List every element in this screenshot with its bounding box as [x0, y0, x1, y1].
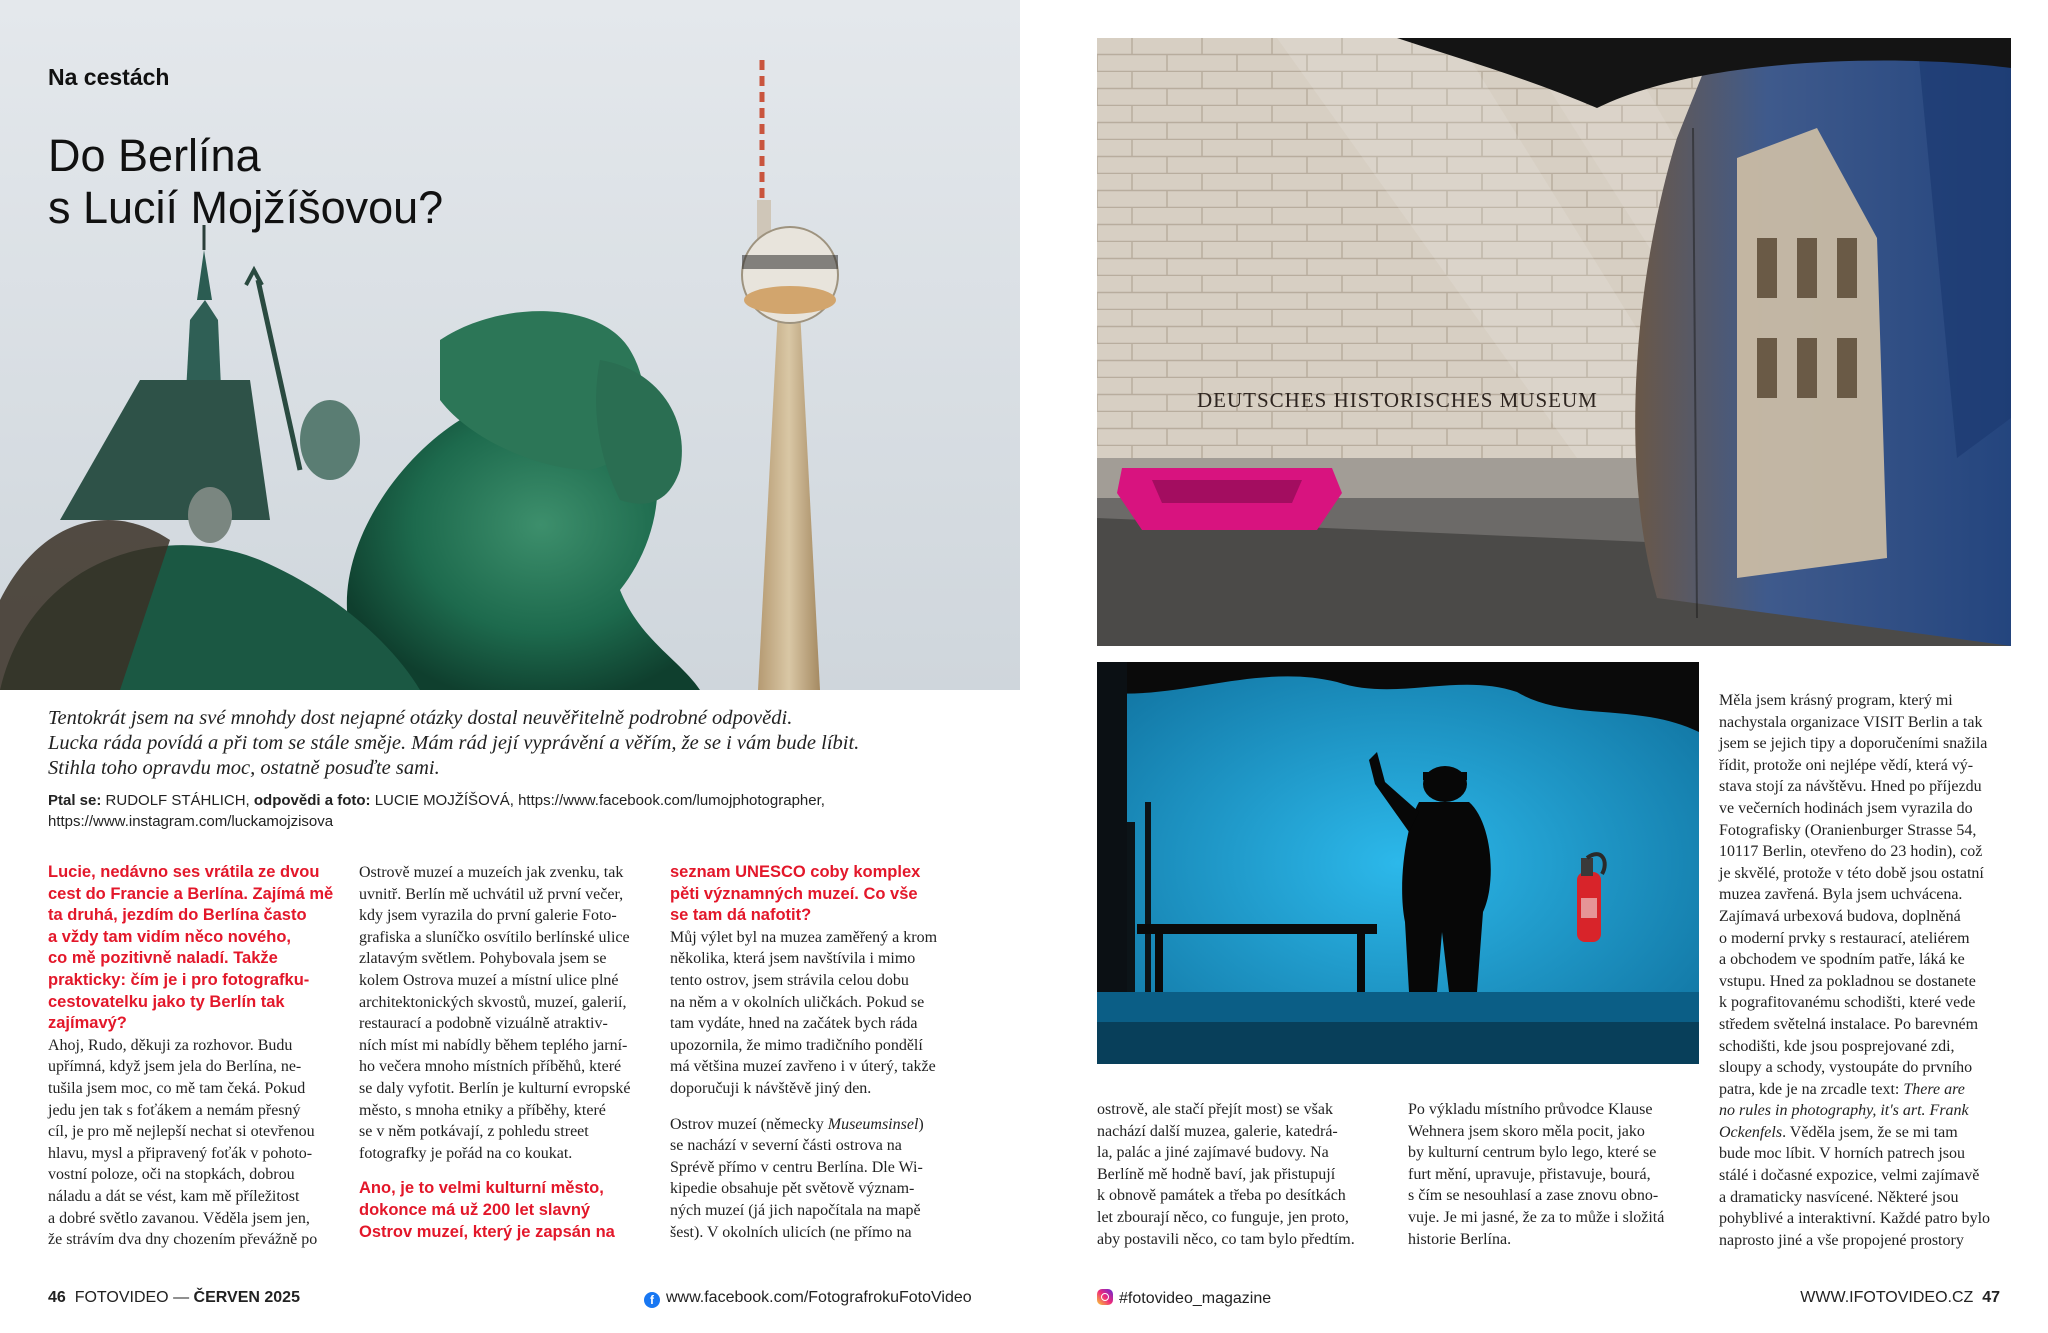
headline-line-1: Do Berlína [48, 130, 261, 181]
answer-line: Po výkladu místního průvodce Klause [1408, 1101, 1653, 1118]
footer-dash: — [173, 1289, 190, 1306]
museum-photo [1097, 38, 2011, 646]
answer-line: Měla jsem krásný program, který mi [1719, 692, 1953, 709]
answer-line: k obnově památek a třeba po desítkách [1097, 1187, 1346, 1205]
text-column-1 [48, 862, 348, 1251]
answer-line: 10117 Berlin, otevřeno do 23 hodin), což [1719, 843, 1983, 861]
magazine-name: FOTOVIDEO [74, 1289, 169, 1306]
answer-line: tušila jsem moc, co mě tam čeká. Pokud [48, 1079, 306, 1097]
text-column-4 [1097, 1099, 1397, 1250]
answer-line: la, palác a jiné zajímavé budovy. Na [1097, 1144, 1329, 1162]
answer-line: a dobré světlo zavanou. Věděla jsem jen, [48, 1209, 310, 1227]
answer-line: Fotografisky (Oranienburger Strasse 54, [1719, 821, 1977, 839]
text-column-6 [1719, 690, 2019, 1251]
answer-line: se nachází v severní části ostrova na [670, 1137, 902, 1155]
answer-line: šest). V okolních ulicích (ne přímo na [670, 1223, 912, 1241]
answer-line [1719, 1100, 2019, 1122]
question-line: cest do Francie a Berlína. Zajímá mě [48, 884, 334, 903]
question-line: zajímavý? [48, 1014, 127, 1033]
answer-line: ho večera mnoho místních příběhů, které [359, 1058, 622, 1076]
quote-text: There are [1903, 1080, 1965, 1098]
text-column-2 [359, 862, 659, 1243]
question-line: a vždy tam vidím něco nového, [48, 927, 291, 946]
perex-line: Tentokrát jsem na své mnohdy dost nejapné otázky dostal neuvěřitelně podrobné odpovědi. [48, 707, 793, 729]
answer-line: ostrově, ale stačí přejít most) se však [1097, 1101, 1333, 1118]
interview-question [359, 1178, 659, 1243]
article-perex [48, 706, 938, 781]
question-line: cestovatelku jako ty Berlín tak [48, 992, 285, 1011]
interview-question [670, 862, 970, 927]
headline-line-2: s Lucií Mojžíšovou? [48, 182, 444, 233]
issue-label: ČERVEN 2025 [193, 1289, 300, 1306]
credits-instagram-link[interactable]: https://www.instagram.com/luckamojzisova [48, 813, 334, 830]
answer-line: sloupy a schody, vystoupáte do prvního [1719, 1059, 1973, 1077]
credits-answers-name: LUCIE MOJŽÍŠOVÁ, [374, 792, 514, 809]
question-line: Ano, je to velmi kulturní město, [359, 1179, 604, 1198]
answer-text: Ostrov muzeí (německy [670, 1115, 828, 1133]
answer-line: k pografitovanému schodišti, které vede [1719, 994, 1976, 1012]
answer-text: . Věděla jsem, že se mi tam [1782, 1123, 1958, 1141]
answer-line [670, 1114, 970, 1136]
answer-line: uvnitř. Berlín mě uchvátil už první večer, [359, 885, 624, 903]
question-line: seznam UNESCO coby komplex [670, 863, 921, 881]
answer-line: a obchodem ve spodním patře, láká ke [1719, 951, 1965, 969]
perex-line: Stihla toho opravdu moc, ostatně posuďte sami. [48, 757, 440, 779]
instagram-handle[interactable]: #fotovideo_magazine [1119, 1290, 1272, 1307]
question-line: ta druhá, jezdím do Berlína často [48, 906, 307, 925]
answer-line: jsem se jejich tipy a doporučeními snažila [1719, 735, 1988, 753]
museum-sign: DEUTSCHES HISTORISCHES MUSEUM [1197, 388, 1598, 412]
interview-question [48, 862, 348, 1035]
answer-line: Ostrově muzeí a muzeích jak zvenku, tak [359, 864, 624, 881]
answer-line: ních míst mi nabídly během teplého jarní- [359, 1036, 628, 1054]
answer-line: doporučuji k návštěvě jiný den. [670, 1079, 872, 1097]
answer-line: aby postavili něco, co tam bylo předtím. [1097, 1230, 1355, 1248]
answer-line: historie Berlína. [1408, 1230, 1512, 1248]
answer-line: Zajímavá urbexová budova, doplněná [1719, 907, 1961, 925]
credits-asked-name: RUDOLF STÁHLICH, [105, 792, 250, 809]
page-number-right: 47 [1982, 1289, 2000, 1306]
text-column-3 [670, 862, 970, 1243]
answer-line: architektonických skvostů, muzeí, galerií, [359, 993, 627, 1011]
hero-photo-berlin-tv-tower [0, 0, 1020, 690]
interview-answer [359, 862, 659, 1164]
answer-line: let zbourají něco, co funguje, jen proto, [1097, 1208, 1349, 1226]
facebook-url[interactable]: www.facebook.com/FotografrokuFotoVideo [666, 1289, 972, 1306]
answer-line: Berlíně mě hodně baví, jak přistupují [1097, 1165, 1336, 1183]
answer-line: Sprévě přímo v centru Berlína. Dle Wi- [670, 1158, 923, 1176]
answer-line: náladu a dát se vést, kam mě příležitost [48, 1187, 300, 1205]
answer-line: bude moc líbit. V horních patrech jsou [1719, 1145, 1966, 1163]
answer-line: zlatavým světlem. Pohybovala jsem se [359, 950, 607, 968]
footer-left [48, 1289, 300, 1307]
interview-answer [48, 1035, 348, 1251]
answer-line: tam vydáte, hned na začátek bych ráda [670, 1015, 918, 1033]
answer-line: několika, která jsem navštívila i mimo [670, 950, 916, 968]
answer-line: má většina muzeí zavřeno i v úterý, takže [670, 1058, 936, 1076]
credits-asked-label: Ptal se: [48, 792, 102, 809]
answer-line: Wehnera jsem skoro měla pocit, jako [1408, 1122, 1645, 1140]
instagram-icon [1097, 1289, 1113, 1305]
answer-line: že strávím dva dny chozením převážně po [48, 1231, 318, 1249]
answer-line: hlavu, mysl a připravený foťák v pohoto- [48, 1144, 313, 1162]
answer-line: stava stojí za návštěvu. Hned po příjezdu [1719, 778, 1982, 796]
answer-line: naprosto jiné a vše propojené prostory [1719, 1231, 1964, 1249]
interview-answer [670, 1114, 970, 1244]
question-line: Lucie, nedávno ses vrátila ze dvou [48, 863, 320, 881]
answer-line: schodišti, kde jsou posprejované zdi, [1719, 1037, 1955, 1055]
quote-text: no rules in photography, it's art. Frank [1719, 1102, 1969, 1120]
answer-line: s čím se nesouhlasí a zase znovu obno- [1408, 1187, 1659, 1205]
answer-line: vuje. Je mi jasné, že za to může i složitá [1408, 1208, 1665, 1226]
answer-line: středem světelná instalace. Po barevném [1719, 1015, 1979, 1033]
answer-line: stálé i dočasné expozice, velmi zajímavě [1719, 1167, 1980, 1185]
answer-line: se daly vyfotit. Berlín je kulturní evropské [359, 1079, 631, 1097]
credits-facebook-link[interactable]: https://www.facebook.com/lumojphotographer, [518, 792, 825, 809]
answer-line: jedu jen tak s foťákem a nemám přesný [48, 1101, 301, 1119]
answer-line: se v něm potkávají, z pohledu street [359, 1123, 589, 1141]
silhouette-photo [1097, 662, 1699, 1064]
article-credits [48, 790, 948, 832]
answer-text: ) [918, 1115, 924, 1133]
answer-line: kipedie obsahuje pět světově význam- [670, 1180, 915, 1198]
footer-right [1800, 1289, 2000, 1307]
answer-line: grafiska a sluníčko osvítilo berlínské ulice [359, 928, 630, 946]
answer-line: je skvělé, protože v této době jsou ostatní [1719, 864, 1984, 882]
answer-line [1719, 1122, 2019, 1144]
section-label: Na cestách [48, 64, 170, 90]
answer-line: restaurací a podobně vizuálně atraktiv- [359, 1015, 608, 1033]
website-url[interactable]: WWW.IFOTOVIDEO.CZ [1800, 1289, 1974, 1306]
quote-text: Ockenfels [1719, 1123, 1783, 1141]
answer-line: o moderní prvky s restaurací, ateliérem [1719, 929, 1970, 947]
answer-line: tento ostrov, jsem strávila celou dobu [670, 971, 909, 989]
answer-line: a dramaticky nasvícené. Některé jsou [1719, 1188, 1959, 1206]
answer-line [1719, 1079, 2019, 1101]
question-line: dokonce má už 200 let slavný [359, 1200, 591, 1219]
question-line: co mě pozitivně naladí. Takže [48, 949, 278, 968]
footer-instagram[interactable] [1097, 1289, 1271, 1308]
answer-line: kdy jsem vyrazila do první galerie Foto- [359, 907, 617, 925]
answer-line: muzea zavřená. Byla jsem uchvácena. [1719, 886, 1963, 904]
answer-line: pohyblivé a interaktivní. Každé patro bylo [1719, 1210, 1991, 1228]
answer-line: upřímná, když jsem jela do Berlína, ne- [48, 1058, 302, 1076]
question-line: pěti významných muzeí. Co vše [670, 884, 918, 903]
answer-line: nachystala organizace VISIT Berlin a tak [1719, 713, 1983, 731]
page-number-left: 46 [48, 1289, 66, 1306]
credits-answers-label: odpovědi a foto: [253, 792, 371, 809]
answer-line: město, s mnoha etniky a příběhy, které [359, 1101, 606, 1119]
perex-line: Lucka ráda povídá a při tom se stále směje. Mám rád její vyprávění a věřím, že se i vám bude líbit. [48, 732, 860, 754]
answer-line: kolem Ostrova muzeí a místní ulice plné [359, 971, 619, 989]
facebook-icon: f [644, 1292, 660, 1308]
answer-line: fotografky je pořád na co koukat. [359, 1144, 573, 1162]
answer-text: patra, kde je na zrcadle text: [1719, 1080, 1904, 1098]
answer-emphasis: Museumsinsel [827, 1115, 919, 1133]
question-line: se tam dá nafotit? [670, 906, 812, 925]
question-line: prakticky: čím je i pro fotografku- [48, 970, 310, 989]
footer-facebook[interactable] [644, 1289, 972, 1308]
answer-line: cíl, je pro mě nejlepší nechat si otevřenou [48, 1123, 315, 1141]
text-column-5 [1408, 1099, 1708, 1250]
interview-answer [670, 927, 970, 1100]
answer-line: vostní poloze, oči na stopkách, dobrou [48, 1166, 295, 1184]
answer-line: řídit, protože oni nejlépe vědí, která vý- [1719, 756, 1974, 774]
question-line: Ostrov muzeí, který je zapsán na [359, 1222, 615, 1241]
answer-line: ných muzeí (já jich napočítala na mapě [670, 1201, 921, 1219]
answer-line: vstupu. Hned za pokladnou se dostanete [1719, 972, 1976, 990]
answer-line: by kulturní centrum bylo lego, které se [1408, 1144, 1657, 1162]
answer-line: Ahoj, Rudo, děkuji za rozhovor. Budu [48, 1036, 293, 1054]
answer-line: na něm a v okolních uličkách. Pokud se [670, 993, 925, 1011]
answer-line: furt mění, upravuje, přistavuje, bourá, [1408, 1165, 1651, 1183]
answer-line: nachází další muzea, galerie, katedrá- [1097, 1122, 1338, 1140]
article-headline [48, 130, 443, 234]
answer-line: upozornila, že mimo tradičního pondělí [670, 1036, 923, 1054]
answer-line: Můj výlet byl na muzea zaměřený a krom [670, 928, 938, 946]
answer-line: ve večerních hodinách jsem vyrazila do [1719, 799, 1973, 817]
